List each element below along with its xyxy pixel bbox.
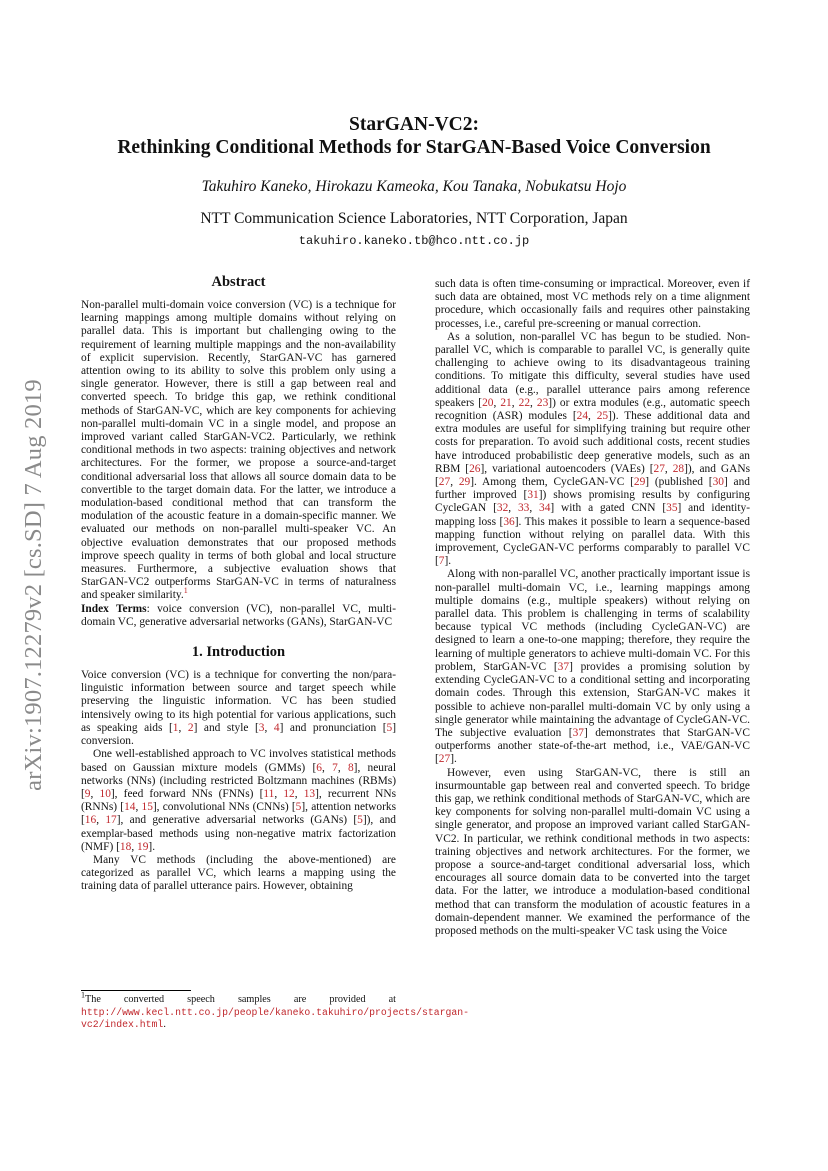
text-run: ], neural networks (NNs) (including restricted Boltzmann machines (RBMs) [ xyxy=(81,761,397,800)
text-run: ]). These additional data and extra modules are useful for simplifying training but require other costs for preparation. To avoid such additional costs, recent studies have introduced probabilistic deep generative models, such as an RBM [ xyxy=(435,410,750,475)
citation-link[interactable]: 25 xyxy=(596,410,609,423)
text-run: , xyxy=(274,787,284,800)
introduction-heading: 1. Introduction xyxy=(191,644,286,661)
text-run: One well-established approach to VC involves statistical methods based on Gaussian mixture models (GMMs) [ xyxy=(81,748,396,774)
affiliation: NTT Communication Science Laboratories, NTT Corporation, Japan xyxy=(200,210,628,227)
abstract-heading: Abstract xyxy=(211,274,266,290)
footnote-url[interactable]: http://www.kecl.ntt.co.jp/people/kaneko.takuhiro/projects/stargan-vc2/index.html xyxy=(81,1006,470,1030)
citation-link[interactable]: 29 xyxy=(458,476,471,489)
right-column xyxy=(435,278,750,938)
text-run: , xyxy=(664,462,673,475)
citation-link[interactable]: 6 xyxy=(316,761,322,774)
citation-link[interactable]: 3 xyxy=(258,721,265,734)
footnote xyxy=(81,990,470,1032)
text-run: ]) or extra modules (e.g., automatic speech recognition (ASR) modules [ xyxy=(435,396,750,423)
text-run: ] and further improved [ xyxy=(435,476,751,502)
citation-link[interactable]: 10 xyxy=(99,787,111,800)
text-run: ]. xyxy=(450,753,457,766)
citation-link[interactable]: 35 xyxy=(666,502,678,515)
text-run: , xyxy=(530,396,537,409)
citation-link[interactable]: 37 xyxy=(572,726,584,739)
index-terms-label: Index Terms xyxy=(81,602,147,615)
paper-title-line2: Rethinking Conditional Methods for StarGAN-Based Voice Conversion xyxy=(117,137,711,158)
citation-link[interactable]: 13 xyxy=(303,787,316,800)
text-run: As a solution, non-parallel VC has begun to be studied. Non-parallel VC, which is comparable to parallel VC, is generally quite challenging to achieve owing to its disadvantageous training conditions. To mitigate this difficulty, several studies have used additional data (e.g., parallel utterance pairs among reference speakers [ xyxy=(435,330,750,409)
citation-link[interactable]: 27 xyxy=(438,476,451,489)
author-email[interactable]: takuhiro.kaneko.tb@hco.ntt.co.jp xyxy=(298,234,530,248)
citation-link[interactable]: 7 xyxy=(332,761,338,774)
text-run: , xyxy=(264,721,274,734)
citation-link[interactable]: 20 xyxy=(482,396,494,409)
index-terms xyxy=(81,603,396,629)
text-run: such data is often time-consuming or impractical. Moreover, even if such data are obtained, most VC methods rely on a time alignment procedure, which occasionally fails and requires other painstaking processes, i.e., careful pre-screening or manual correction. xyxy=(435,278,750,330)
citation-link[interactable]: 5 xyxy=(386,721,393,734)
text-run: ] and identity-mapping loss [ xyxy=(435,502,750,528)
text-run: ], recurrent NNs (RNNs) [ xyxy=(81,787,397,814)
text-run: However, even using StarGAN-VC, there is still an insurmountable gap between real and converted speech. To bridge this gap, we rethink conditional methods of StarGAN-VC, which are key components for solving non-parallel multi-domain VC using a single generator, and propose an improved variant called StarGAN-VC2. In particular, we rethink conditional methods in two aspects: training objectives and network architectures. For the former, we propose a source-and-target conditional adversarial loss, which encourages all source domain data to be converted into the target data. For the latter, we introduce a modulation-based conditional method that can transform the modulation of acoustic features in a domain-dependent manner. We examined the performance of the proposed methods on the multi-speaker VC task using the Voice xyxy=(435,766,750,937)
text-run: , xyxy=(90,787,100,800)
text-run: , xyxy=(178,721,188,734)
citation-link[interactable]: 26 xyxy=(469,462,481,475)
citation-link[interactable]: 4 xyxy=(273,721,280,734)
text-run: Voice conversion (VC) is a technique for converting the non/para-linguistic information between source and target speech while preserving the linguistic information. VC has been studied intensively owing to its high potential for various applications, such as speaking aids [ xyxy=(81,669,396,734)
citation-link[interactable]: 16 xyxy=(84,814,97,827)
text-run: , xyxy=(294,787,304,800)
right-paragraph-4 xyxy=(435,767,750,939)
text-run: ] and style [ xyxy=(193,721,259,734)
text-run: , xyxy=(450,476,459,489)
text-run: ]. xyxy=(444,555,452,568)
citation-link[interactable]: 34 xyxy=(539,502,551,515)
citation-link[interactable]: 33 xyxy=(517,502,530,515)
citation-link[interactable]: 27 xyxy=(653,462,665,475)
citation-link[interactable]: 37 xyxy=(557,660,570,673)
text-run: ] with a gated CNN [ xyxy=(550,502,667,515)
text-run: , xyxy=(337,761,348,774)
citation-link[interactable]: 11 xyxy=(263,787,275,800)
footnote-mark[interactable]: 1 xyxy=(183,586,188,596)
citation-link[interactable]: 30 xyxy=(712,476,724,489)
text-run: , xyxy=(322,761,333,774)
citation-link[interactable]: 7 xyxy=(438,555,445,568)
citation-link[interactable]: 24 xyxy=(576,410,589,423)
paper-title-line1: StarGAN-VC2: xyxy=(349,114,479,135)
arxiv-stamp: arXiv:1907.12279v2 [cs.SD] 7 Aug 2019 xyxy=(20,379,47,791)
text-run: Along with non-parallel VC, another practically important issue is non-parallel multi-domain VC, i.e., learning mappings among multiple domains (e.g., multiple speakers) without relying on parallel data. This problem is challenging in terms of scalability because typical VC methods (including CycleGAN-VC) are designed to learn a one-to-one mapping; therefore, they require the learning of multiple generators to achieve multi-domain VC. For this problem, StarGAN-VC [ xyxy=(435,568,750,673)
citation-link[interactable]: 14 xyxy=(124,801,136,814)
abstract-body xyxy=(81,299,396,603)
text-run: ]. xyxy=(148,840,156,853)
text-run: ]. Among them, CycleGAN-VC [ xyxy=(470,476,634,489)
citation-link[interactable]: 23 xyxy=(536,396,549,409)
intro-paragraph-2 xyxy=(81,748,396,854)
text-run: , xyxy=(588,410,597,423)
text-run: ], attention networks [ xyxy=(81,801,397,827)
text-run: , xyxy=(511,396,519,409)
text-run: , xyxy=(131,840,138,853)
text-run: ], convolutional NNs (CNNs) [ xyxy=(152,801,296,814)
citation-link[interactable]: 18 xyxy=(119,840,132,853)
text-run: ] (published [ xyxy=(645,476,713,489)
citation-link[interactable]: 27 xyxy=(438,753,451,766)
text-run: ], and generative adversarial networks (GANs) [ xyxy=(116,814,358,827)
authors: Takuhiro Kaneko, Hirokazu Kameoka, Kou Tanaka, Nobukatsu Hojo xyxy=(201,178,627,195)
text-run: ]. This makes it possible to learn a sequence-based mapping function without relying on parallel data. With this improvement, CycleGAN-VC performs comparably to parallel VC [ xyxy=(435,515,750,568)
text-run: , xyxy=(508,502,518,515)
footnote-divider xyxy=(81,990,191,991)
citation-link[interactable]: 36 xyxy=(503,515,515,528)
text-run: ] demonstrates that StarGAN-VC outperforms another state-of-the-art method, i.e., VAE/GAN-VC [ xyxy=(435,726,750,766)
citation-link[interactable]: 15 xyxy=(141,801,153,814)
footnote-number: 1 xyxy=(81,990,85,1000)
left-column xyxy=(81,273,396,894)
text-run: ] conversion. xyxy=(81,721,397,748)
citation-link[interactable]: 31 xyxy=(527,489,539,502)
right-paragraph-1 xyxy=(435,278,750,331)
text-run: , xyxy=(493,396,501,409)
text-run: ], variational autoencoders (VAEs) [ xyxy=(480,462,654,475)
text-run: ], feed forward NNs (FNNs) [ xyxy=(110,787,264,800)
citation-link[interactable]: 22 xyxy=(518,396,531,409)
right-paragraph-2 xyxy=(435,331,750,569)
citation-link[interactable]: 17 xyxy=(105,814,117,827)
intro-paragraph-3: Many VC methods (including the above-mentioned) are categorized as parallel VC, which learns a mapping using the training data of parallel utterance pairs. However, obtaining xyxy=(81,853,396,893)
footnote-end: . xyxy=(163,1019,166,1030)
citation-link[interactable]: 5 xyxy=(295,801,302,814)
text-run: ]) shows promising results by configuring CycleGAN [ xyxy=(435,489,751,515)
text-run: ]), and GANs [ xyxy=(435,462,750,489)
text-run: ]), and exemplar-based methods using non-negative matrix factorization (NMF) [ xyxy=(81,814,396,853)
citation-link[interactable]: 29 xyxy=(633,476,646,489)
citation-link[interactable]: 1 xyxy=(172,721,179,734)
text-run: , xyxy=(96,814,106,827)
index-terms-text: : voice conversion (VC), non-parallel VC, multi-domain VC, generative adversarial networks (GANs), StarGAN-VC xyxy=(81,602,396,628)
citation-link[interactable]: 9 xyxy=(84,787,91,800)
right-paragraph-3 xyxy=(435,568,750,766)
citation-link[interactable]: 32 xyxy=(496,502,509,515)
text-run: , xyxy=(135,801,142,814)
intro-paragraph-1 xyxy=(81,669,396,748)
text-run: ] provides a promising solution by extending CycleGAN-VC to a conditional setting and incorporating domain codes. Through this extension, StarGAN-VC makes it possible to achieve non-parallel multi-domain VC by only using a single generator while maintaining the advantage of CycleGAN-VC. The subjective evaluation [ xyxy=(435,660,750,739)
citation-link[interactable]: 8 xyxy=(347,761,354,774)
footnote-text: The converted speech samples are provided at xyxy=(85,994,396,1005)
citation-link[interactable]: 2 xyxy=(187,721,194,734)
text-run: ] and pronunciation [ xyxy=(279,721,387,734)
citation-link[interactable]: 21 xyxy=(500,396,512,409)
citation-link[interactable]: 28 xyxy=(672,462,685,475)
abstract-text: Non-parallel multi-domain voice conversion (VC) is a technique for learning mappings among multiple domains without relying on parallel data. This is important but challenging owing to the requirement of learning multiple mappings and the non-availability of explicit supervision. Recently, StarGAN-VC has garnered attention owing to its ability to solve this problem only using a single generator. However, there is still a gap between real and converted speech. To bridge this gap, we rethink conditional methods of StarGAN-VC, which are key components for achieving non-parallel multi-domain VC in a single model, and propose an improved variant called StarGAN-VC2. Particularly, we rethink conditional methods in two aspects: training objectives and network architectures. For the former, we propose a source-and-target conditional adversarial loss that allows all source domain data to be convertible to the target domain data. For the latter, we introduce a modulation-based conditional method that can transform the modulation of the acoustic feature in a domain-specific manner. We evaluated our methods on non-parallel multi-speaker VC. An objective evaluation demonstrates that our proposed methods improve speech quality in terms of both global and local structure measures. Furthermore, a subjective evaluation shows that StarGAN-VC2 outperforms StarGAN-VC in terms of naturalness and speaker similarity. xyxy=(81,299,396,602)
citation-link[interactable]: 19 xyxy=(137,840,149,853)
citation-link[interactable]: 12 xyxy=(283,787,295,800)
text-run: , xyxy=(529,502,539,515)
citation-link[interactable]: 5 xyxy=(357,814,363,827)
